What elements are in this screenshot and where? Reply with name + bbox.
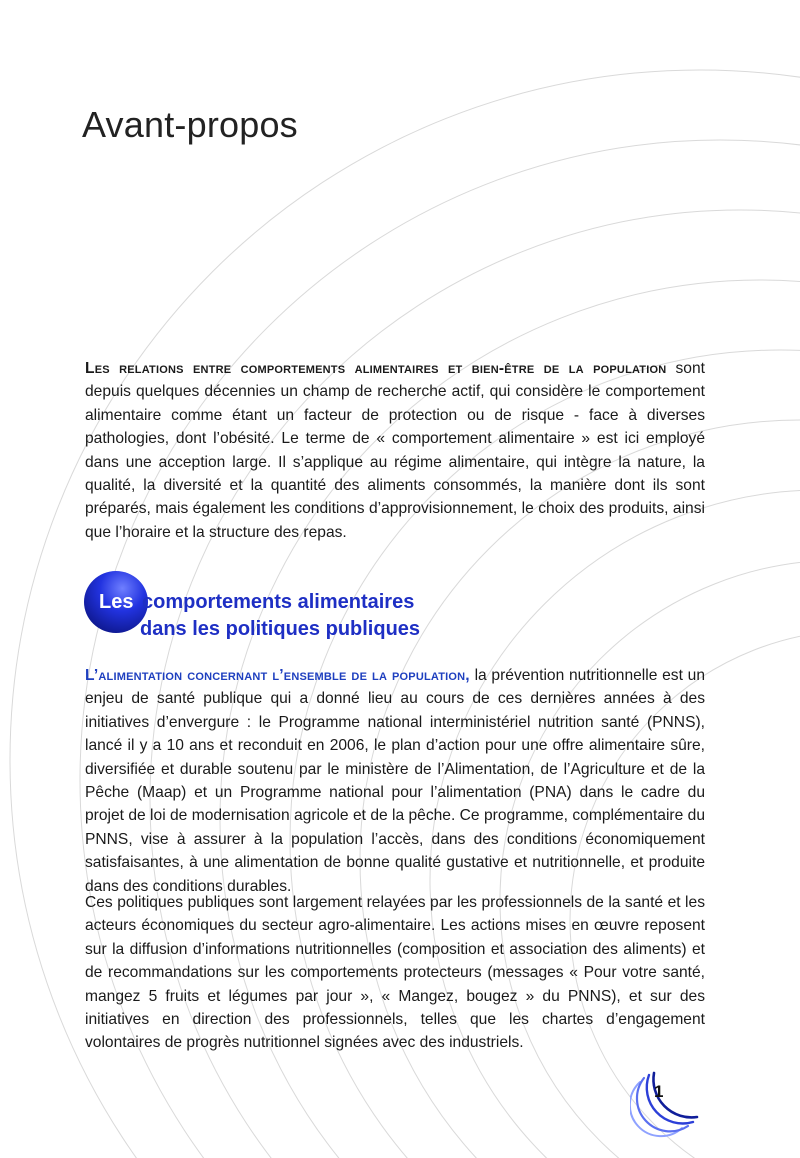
heading-les: Les (99, 591, 134, 613)
intro-paragraph (85, 357, 705, 544)
page-number-badge (630, 1070, 700, 1140)
heading-line-1: comportements alimentaires (142, 591, 415, 613)
section-heading (84, 571, 544, 640)
swirl-icon (630, 1070, 700, 1140)
intro-text: sont depuis quelques décennies un champ de recherche actif, qui considère le comportement alimentaire comme étant un facteur de protection ou de risque - face à diverses pathologies, dont l’obésité. Le terme de « comportement alimentaire » est ici employé dans une acception large. Il s’applique au régime alimentaire, qui intègre la nature, la qualité, la diversité et la quantité des aliments consommés, la manière dont ils sont préparés, mais également les conditions d’approvisionnement, le choix des produits, ainsi que l’horaire et la structure des repas. (85, 360, 705, 541)
page-title: Avant-propos (82, 104, 298, 145)
heading-line-2: dans les politiques publiques (140, 618, 421, 640)
section-lead: L’alimentation concernant l’ensemble de la population, (85, 667, 470, 684)
section-paragraph-1-text: la prévention nutritionnelle est un enjeu de santé publique qui a donné lieu au cours de ces dernières années à des initiatives d’envergure : le Programme national interministériel nutrition santé (PNNS), lancé il y a 10 ans et reconduit en 2006, le plan d’action pour une offre alimentaire sûre, diversifiée et durable soutenu par le ministère de l’Alimentation, de l’Agriculture et de la Pêche (Maap) et un Programme national pour l’alimentation (PNA) dans le cadre du projet de loi de modernisation agricole et de la pêche. Ce programme, complémentaire du PNNS, vise à assurer à la population l’accès, dans des conditions économiquement satisfaisantes, à une alimentation de bonne qualité gustative et nutritionnelle, et produite dans des conditions durables. (85, 667, 705, 895)
intro-lead: Les relations entre comportements alimentaires et bien-être de la population (85, 360, 667, 377)
section-paragraph-1 (85, 664, 705, 898)
page-number: 1 (654, 1082, 664, 1101)
section-paragraph-2: Ces politiques publiques sont largement relayées par les professionnels de la santé et les acteurs économiques du secteur agro-alimentaire. Les actions mises en œuvre reposent sur la diffusion d’informations nutritionnelles (composition et association des aliments) et de recommandations sur les comportements protecteurs (messages « Pour votre santé, mangez 5 fruits et légumes par jour », « Mangez, bougez » du PNNS), et sur des initiatives en direction des professionnels, telles que les chartes d’engagement volontaires de progrès nutritionnel signées avec des industriels. (85, 894, 705, 1052)
